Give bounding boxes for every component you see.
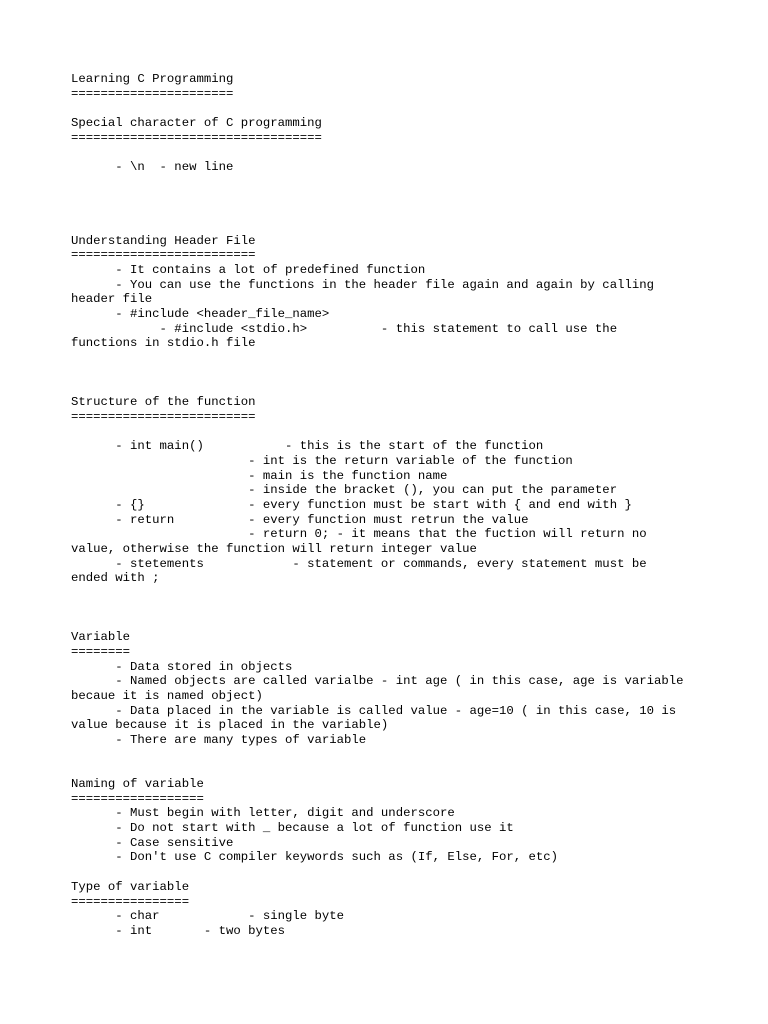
blank-line — [71, 351, 711, 366]
blank-line — [71, 615, 711, 630]
heading-underline: ========================= — [71, 248, 256, 263]
text-line: - return 0; - it means that the fuction will return no — [71, 527, 647, 542]
blank-line — [71, 190, 711, 205]
blank-line — [71, 219, 711, 234]
text-line: - int - two bytes — [71, 923, 286, 938]
text-line: - inside the bracket (), you can put the parameter — [71, 483, 618, 498]
text-line: - Don't use C compiler keywords such as (If, Else, For, etc) — [71, 850, 559, 865]
blank-line — [71, 748, 711, 763]
text-line: - Do not start with _ because a lot of function use it — [71, 821, 514, 836]
blank-line — [71, 380, 711, 395]
section-heading-variable: Variable — [71, 630, 131, 645]
text-line: - Named objects are called varialbe - int age ( in this case, age is variable — [71, 674, 684, 689]
title-underline: ====================== — [71, 86, 234, 101]
blank-line — [71, 204, 711, 219]
text-line: - return - every function must retrun the value — [71, 512, 529, 527]
text-line: - Case sensitive — [71, 835, 234, 850]
heading-underline: ================== — [71, 791, 204, 806]
text-line: - It contains a lot of predefined function — [71, 262, 426, 277]
text-line: ended with ; — [71, 571, 160, 586]
blank-line — [71, 425, 711, 440]
text-line: - {} - every function must be start with { and end with } — [71, 497, 632, 512]
text-line: - #include <stdio.h> - this statement to call use the — [71, 321, 618, 336]
text-line: - Data placed in the variable is called value - age=10 ( in this case, 10 is — [71, 703, 677, 718]
section-heading-special-character: Special character of C programming — [71, 116, 322, 131]
heading-underline: ======== — [71, 644, 131, 659]
section-heading-naming: Naming of variable — [71, 777, 204, 791]
text-line: header file — [71, 292, 153, 307]
section-heading-header-file: Understanding Header File — [71, 233, 256, 248]
text-line: - Data stored in objects — [71, 659, 293, 674]
blank-line — [71, 175, 711, 190]
text-line: becaue it is named object) — [71, 688, 263, 703]
text-line: - main is the function name — [71, 468, 448, 483]
heading-underline: ================================== — [71, 130, 322, 145]
text-line: value because it is placed in the variable) — [71, 718, 389, 733]
text-line: - There are many types of variable — [71, 732, 367, 747]
text-line: - You can use the functions in the header file again and again by calling — [71, 277, 654, 292]
text-line: - \n - new line — [71, 160, 234, 175]
text-line: - int main() - this is the start of the function — [71, 439, 544, 454]
section-heading-type: Type of variable — [71, 879, 190, 894]
blank-line — [71, 145, 711, 160]
doc-title: Learning C Programming — [71, 72, 234, 86]
text-line: - Must begin with letter, digit and underscore — [71, 806, 455, 821]
text-line: functions in stdio.h file — [71, 336, 256, 351]
text-line: - char - single byte — [71, 909, 345, 924]
section-heading-structure: Structure of the function — [71, 395, 256, 410]
text-line: - int is the return variable of the function — [71, 453, 573, 468]
blank-line — [71, 865, 711, 880]
heading-underline: ========================= — [71, 409, 256, 424]
document-page — [71, 72, 711, 939]
blank-line — [71, 762, 711, 777]
blank-line — [71, 101, 711, 116]
text-line: value, otherwise the function will return integer value — [71, 542, 477, 556]
heading-underline: ================ — [71, 894, 190, 909]
text-line: - #include <header_file_name> — [71, 307, 330, 321]
blank-line — [71, 601, 711, 616]
blank-line — [71, 586, 711, 601]
text-line: - stetements - statement or commands, every statement must be — [71, 556, 647, 571]
blank-line — [71, 366, 711, 381]
